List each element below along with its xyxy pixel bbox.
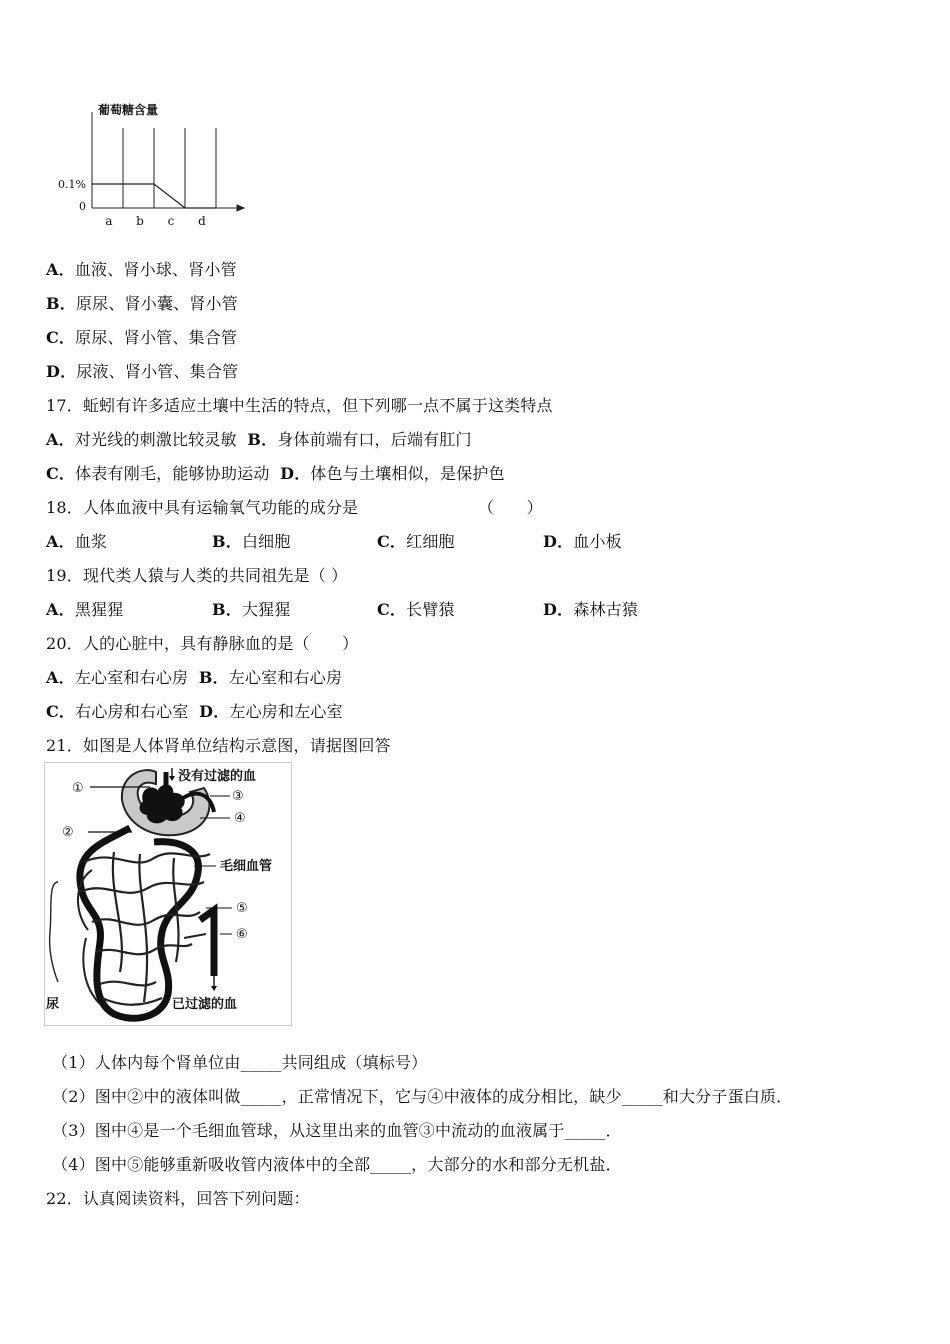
q19-stem: 19．现代类人猿与人类的共同祖先是（ ） <box>46 566 348 585</box>
q18-option-b: B．白细胞 <box>212 532 291 551</box>
label-unfiltered-blood: 没有过滤的血 <box>178 769 257 784</box>
q16-option-a: A．血液、肾小球、肾小管 <box>46 260 237 279</box>
x-tick-label-b: b <box>136 214 144 228</box>
out-arrow-head <box>211 986 217 991</box>
vein-branch <box>184 934 206 938</box>
q20-row1: A．左心室和右心房 B．左心室和右心房 <box>46 668 343 687</box>
label-6: ⑥ <box>236 927 248 942</box>
chart-ylabel: 葡萄糖含量 <box>98 103 159 117</box>
label-2: ② <box>62 825 74 840</box>
q18-stem: 18．人体血液中具有运输氧气功能的成分是 （ ） <box>46 498 543 517</box>
q20-stem: 20．人的心脏中，具有静脉血的是（ ） <box>46 634 359 653</box>
label-5: ⑤ <box>236 901 248 916</box>
y-tick-label-0.1: 0.1% <box>58 178 86 191</box>
x-axis-arrow <box>237 205 244 211</box>
q21-sub-2: （2）图中②中的液体叫做_____，正常情况下，它与④中液体的成分相比，缺少_____和大分子蛋白质． <box>52 1087 793 1106</box>
q16-option-b: B．原尿、肾小囊、肾小管 <box>46 294 238 313</box>
glomerulus <box>141 785 184 822</box>
q19-option-b: B．大猩猩 <box>212 600 291 619</box>
label-3: ③ <box>232 789 244 804</box>
q19-option-d: D．森林古猿 <box>543 600 639 619</box>
glucose-chart <box>52 96 262 236</box>
label-urine: 尿 <box>46 997 60 1012</box>
q21-sub-3: （3）图中④是一个毛细血管球，从这里出来的血管③中流动的血液属于_____． <box>52 1121 622 1140</box>
q21-stem: 21．如图是人体肾单位结构示意图，请据图回答 <box>46 736 391 755</box>
nephron-diagram <box>44 762 292 1026</box>
q17-stem: 17．蚯蚓有许多适应土壤中生活的特点，但下列哪一点不属于这类特点 <box>46 396 553 415</box>
q17-row2: C．体表有刚毛，能够协助运动 D．体色与土壤相似，是保护色 <box>46 464 505 483</box>
vein-vessel <box>200 910 214 976</box>
label-1: ① <box>72 781 84 796</box>
q16-option-c: C．原尿、肾小管、集合管 <box>46 328 238 347</box>
q19-options <box>46 599 686 621</box>
q19-option-a: A．黑猩猩 <box>46 600 124 619</box>
q18-option-c: C．红细胞 <box>377 532 455 551</box>
label-4: ④ <box>234 811 246 826</box>
y-tick-label-0: 0 <box>79 200 86 213</box>
q19-option-c: C．长臂猿 <box>377 600 455 619</box>
q21-sub-1: （1）人体内每个肾单位由_____共同组成（填标号） <box>52 1053 428 1072</box>
chart-axes <box>92 112 244 211</box>
x-tick-label-a: a <box>105 214 113 228</box>
in-arrow-head <box>169 776 175 781</box>
bracket <box>50 882 58 982</box>
q18-option-a: A．血浆 <box>46 532 108 551</box>
q18-answer-paren: （ ） <box>478 498 543 517</box>
x-tick-label-c: c <box>167 214 175 228</box>
label-filtered-blood: 已过滤的血 <box>172 997 238 1012</box>
q22-stem: 22．认真阅读资料，回答下列问题： <box>46 1189 310 1208</box>
q20-row2: C．右心房和右心室 D．左心房和左心室 <box>46 702 343 721</box>
q21-sub-4: （4）图中⑤能够重新吸收管内液体中的全部_____，大部分的水和部分无机盐． <box>52 1155 622 1174</box>
q18-option-d: D．血小板 <box>543 532 622 551</box>
x-tick-label-d: d <box>198 214 206 228</box>
q17-row1: A．对光线的刺激比较灵敏 B．身体前端有口，后端有肛门 <box>46 430 472 449</box>
q16-option-d: D．尿液、肾小管、集合管 <box>46 362 239 381</box>
label-capillary: 毛细血管 <box>220 859 273 874</box>
q18-options <box>46 531 686 553</box>
